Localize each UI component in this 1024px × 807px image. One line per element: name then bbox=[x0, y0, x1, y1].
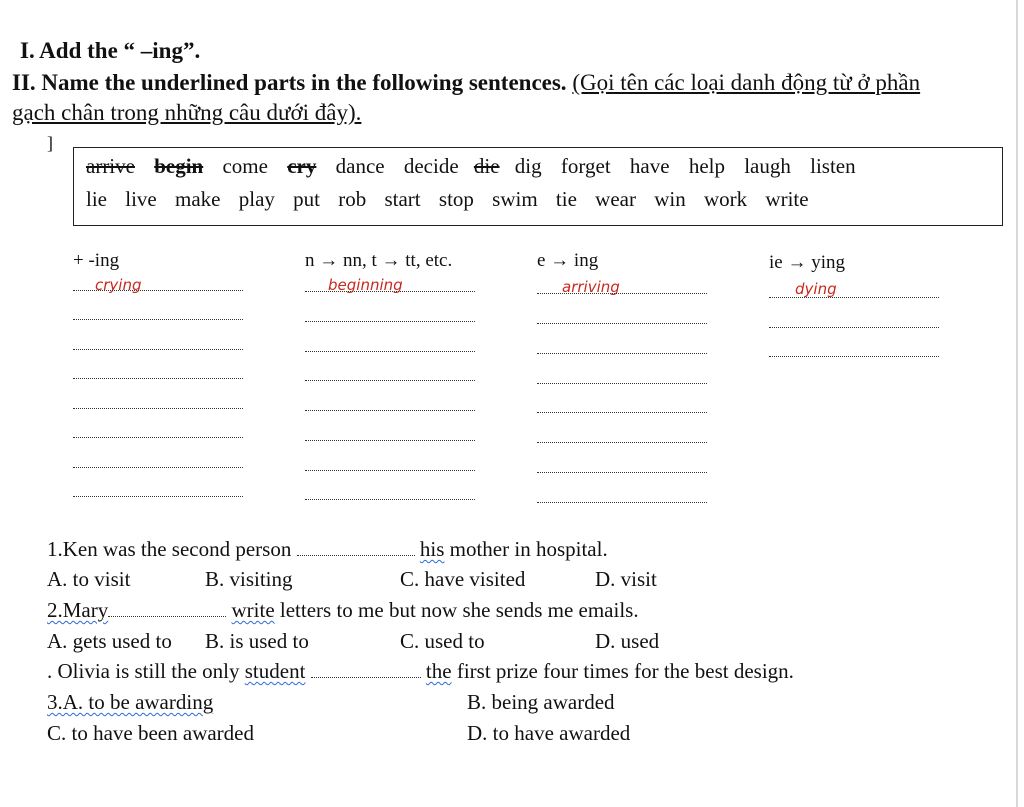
question-1-blank[interactable] bbox=[297, 541, 415, 556]
question-2-stem bbox=[47, 598, 639, 623]
answer-line[interactable] bbox=[537, 293, 707, 294]
section-1-title: I. Add the “ –ing”. bbox=[20, 38, 201, 63]
section-2-title-vn-1: (Gọi tên các loại danh động từ ở phần bbox=[572, 70, 921, 95]
example-answer-beginning: beginning bbox=[328, 276, 403, 294]
section-2-title-line2 bbox=[12, 100, 361, 126]
question-3-option-a[interactable] bbox=[47, 690, 213, 715]
answer-line[interactable] bbox=[537, 502, 707, 503]
answer-line[interactable] bbox=[769, 327, 939, 328]
word-win: win bbox=[654, 187, 686, 211]
answer-line[interactable] bbox=[73, 467, 243, 468]
question-2-option-d[interactable]: D. used bbox=[595, 629, 660, 653]
answer-line[interactable] bbox=[73, 290, 243, 291]
page-edge-shadow bbox=[1016, 0, 1018, 807]
word-arrive: arrive bbox=[86, 154, 135, 178]
question-1-text-after: mother in hospital. bbox=[444, 537, 608, 561]
answer-line[interactable] bbox=[769, 297, 939, 298]
word-cry: cry bbox=[287, 154, 317, 178]
example-answer-crying: crying bbox=[95, 276, 142, 294]
word-laugh: laugh bbox=[744, 154, 791, 178]
answer-line[interactable] bbox=[305, 380, 475, 381]
question-3-text-after: first prize four times for the best design. bbox=[451, 659, 794, 683]
question-2-option-b[interactable]: B. is used to bbox=[205, 629, 309, 653]
word-begin: begin bbox=[154, 154, 204, 178]
answer-line[interactable] bbox=[305, 410, 475, 411]
section-2-title-vn-2: gạch chân trong những câu dưới đây). bbox=[12, 100, 362, 125]
question-3-stem bbox=[47, 659, 794, 684]
question-1-underlined: his bbox=[419, 537, 445, 561]
question-3-blank[interactable] bbox=[311, 663, 421, 678]
example-answer-dying: dying bbox=[795, 280, 837, 298]
word-dance: dance bbox=[335, 154, 385, 178]
word-help: help bbox=[688, 154, 725, 178]
word-decide: decide bbox=[403, 154, 459, 178]
answer-line[interactable] bbox=[73, 496, 243, 497]
word-start: start bbox=[384, 187, 421, 211]
word-wear: wear bbox=[595, 187, 636, 211]
example-answer-arriving: arriving bbox=[562, 278, 620, 296]
question-1-stem bbox=[47, 537, 608, 562]
question-2-text-before: 2.Mary bbox=[47, 598, 109, 622]
word-box bbox=[73, 147, 1003, 226]
answer-line[interactable] bbox=[73, 319, 243, 320]
word-rob: rob bbox=[338, 187, 367, 211]
answer-line[interactable] bbox=[537, 353, 707, 354]
word-box-row-2 bbox=[86, 187, 809, 212]
answer-line[interactable] bbox=[537, 442, 707, 443]
answer-line[interactable] bbox=[305, 440, 475, 441]
question-2-blank[interactable] bbox=[108, 602, 226, 617]
question-3-text-before: . Olivia is still the only bbox=[47, 659, 245, 683]
word-make: make bbox=[175, 187, 221, 211]
word-stop: stop bbox=[438, 187, 474, 211]
column-header-ie: ie → ying bbox=[769, 252, 845, 273]
answer-line[interactable] bbox=[305, 351, 475, 352]
word-write: write bbox=[765, 187, 809, 211]
column-header-ing: + -ing bbox=[73, 250, 120, 271]
word-live: live bbox=[125, 187, 157, 211]
answer-line[interactable] bbox=[305, 470, 475, 471]
word-dig: dig bbox=[514, 154, 542, 178]
word-die: die bbox=[473, 154, 500, 178]
bracket-mark: ] bbox=[47, 133, 53, 153]
answer-line[interactable] bbox=[537, 323, 707, 324]
question-3-underlined-student: student bbox=[244, 659, 306, 683]
answer-line[interactable] bbox=[537, 412, 707, 413]
question-1-option-a[interactable]: A. to visit bbox=[47, 567, 131, 591]
section-2-title bbox=[12, 70, 920, 96]
question-1-option-d[interactable]: D. visit bbox=[595, 567, 657, 591]
question-3-option-a-text: 3.A. to be awarding bbox=[47, 690, 214, 714]
word-swim: swim bbox=[492, 187, 538, 211]
word-put: put bbox=[293, 187, 320, 211]
answer-line[interactable] bbox=[73, 349, 243, 350]
question-1-text-before: 1.Ken was the second person bbox=[47, 537, 297, 561]
word-lie: lie bbox=[86, 187, 107, 211]
section-2-title-en: II. Name the underlined parts in the following sentences. bbox=[12, 70, 573, 95]
word-box-row-1 bbox=[86, 154, 856, 179]
question-3-option-d[interactable]: D. to have awarded bbox=[467, 721, 631, 745]
answer-line[interactable] bbox=[73, 408, 243, 409]
question-3-underlined: the bbox=[425, 659, 452, 683]
word-listen: listen bbox=[810, 154, 856, 178]
word-work: work bbox=[703, 187, 748, 211]
column-header-e: e → ing bbox=[537, 250, 599, 271]
question-2-text-after: letters to me but now she sends me emails. bbox=[274, 598, 639, 622]
answer-line[interactable] bbox=[73, 437, 243, 438]
question-2-option-c[interactable]: C. used to bbox=[400, 629, 485, 653]
question-1-option-b[interactable]: B. visiting bbox=[205, 567, 293, 591]
word-forget: forget bbox=[560, 154, 611, 178]
word-have: have bbox=[629, 154, 670, 178]
word-come: come bbox=[222, 154, 268, 178]
answer-line[interactable] bbox=[305, 291, 475, 292]
column-header-double: n → nn, t → tt, etc. bbox=[305, 250, 453, 271]
question-3-option-b[interactable]: B. being awarded bbox=[467, 690, 615, 714]
answer-line[interactable] bbox=[537, 383, 707, 384]
question-3-option-c[interactable]: C. to have been awarded bbox=[47, 721, 254, 745]
answer-line[interactable] bbox=[73, 378, 243, 379]
answer-line[interactable] bbox=[537, 472, 707, 473]
question-1-option-c[interactable]: C. have visited bbox=[400, 567, 526, 591]
answer-line[interactable] bbox=[305, 499, 475, 500]
question-2-option-a[interactable]: A. gets used to bbox=[47, 629, 172, 653]
question-2-underlined: write bbox=[231, 598, 275, 622]
answer-line[interactable] bbox=[305, 321, 475, 322]
word-play: play bbox=[238, 187, 275, 211]
word-tie: tie bbox=[555, 187, 577, 211]
answer-line[interactable] bbox=[769, 356, 939, 357]
